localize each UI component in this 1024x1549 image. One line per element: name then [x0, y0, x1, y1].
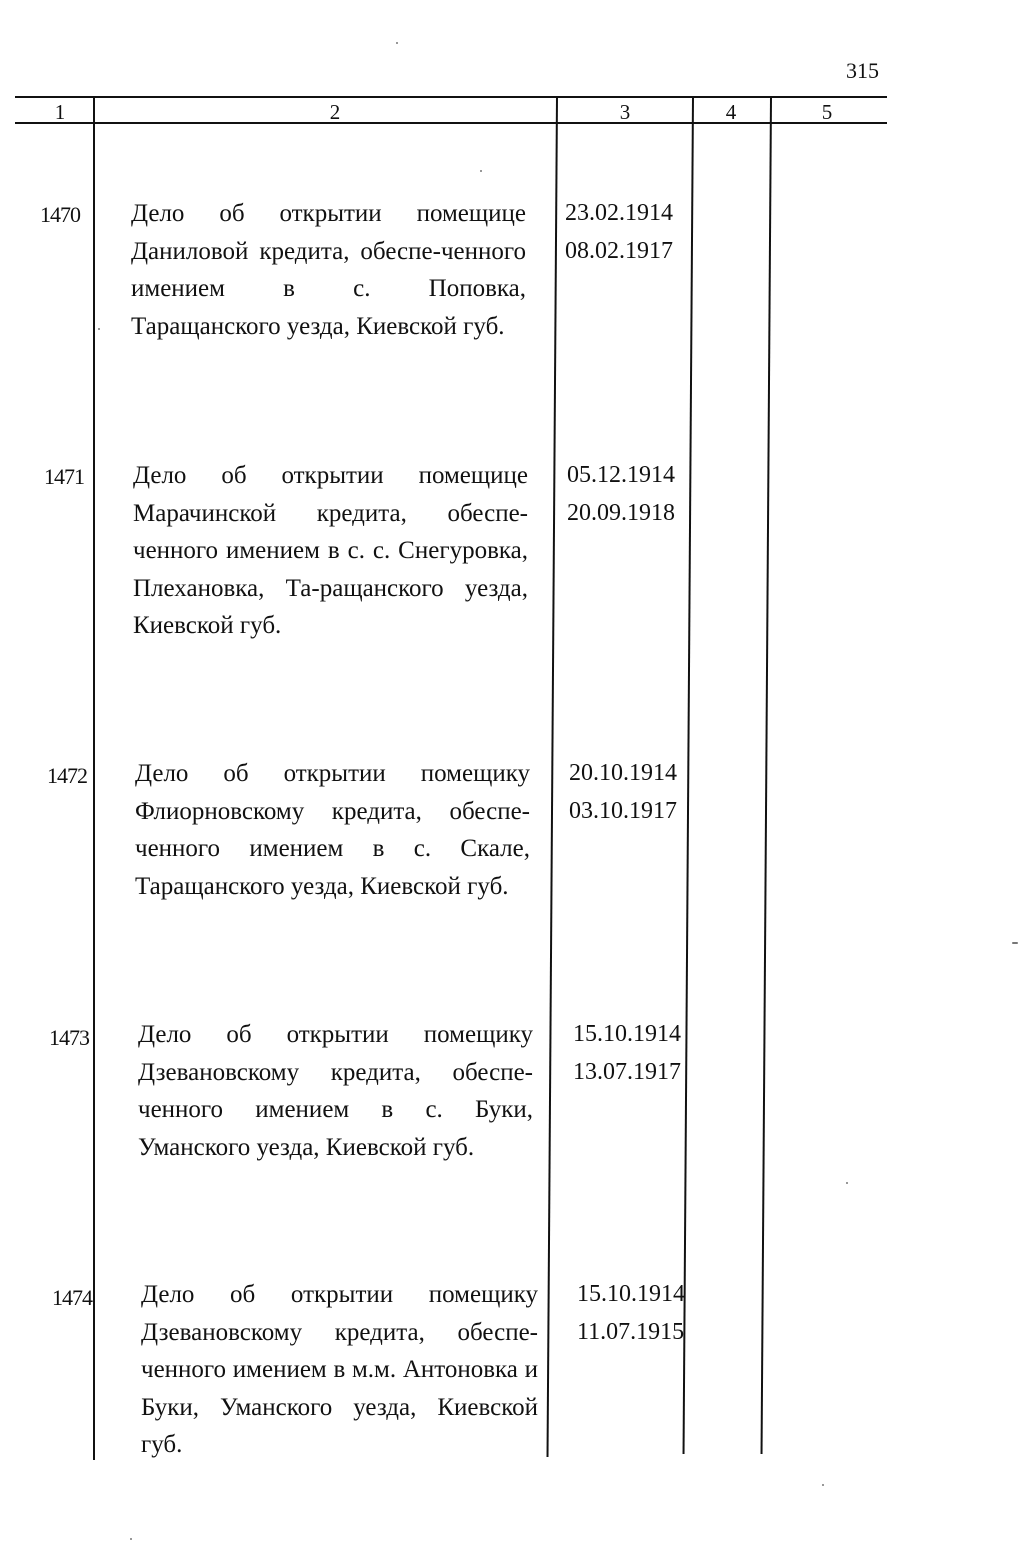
row-dates [567, 457, 675, 532]
date-start: 05.12.1914 [567, 462, 675, 488]
row-description: Дело об открытии помещику Дзевановскому кредита, обеспе-ченного имением в с. Буки, Уманского уезда, Киевской губ. [138, 1021, 533, 1161]
column-header-4: 4 [725, 100, 737, 124]
date-end: 08.02.1917 [565, 237, 673, 264]
scan-speck [846, 1182, 848, 1184]
date-start: 23.02.1914 [565, 200, 673, 226]
row-number: 1473 [49, 1025, 89, 1050]
row-description: Дело об открытии помещику Дзевановскому кредита, обеспе-ченного имением в м.м. Антоновка и Буки, Уманского уезда, Киевской губ. [141, 1281, 538, 1458]
date-end: 11.07.1915 [577, 1318, 685, 1345]
row-dates [573, 1016, 681, 1091]
row-number: 1474 [52, 1285, 92, 1310]
date-start: 15.10.1914 [573, 1021, 681, 1047]
column-separator-4-5 [761, 97, 772, 1454]
column-header-1: 1 [54, 100, 66, 124]
date-end: 13.07.1917 [573, 1058, 681, 1085]
table-header-bottom-rule [15, 122, 887, 124]
row-description: Дело об открытии помещику Флиорновскому кредита, обеспе-ченного имением в с. Скале, Таращанского уезда, Киевской губ. [135, 760, 530, 900]
date-start: 15.10.1914 [577, 1281, 685, 1307]
page-number: 315 [846, 58, 879, 83]
table-top-rule [15, 96, 887, 98]
row-description: Дело об открытии помещице Марачинской кредита, обеспе-ченного имением в с. с. Снегуровка, Плехановка, Та-ращанского уезда, Киевской губ. [133, 462, 528, 639]
date-end: 03.10.1917 [569, 797, 677, 824]
row-number: 1470 [40, 202, 80, 227]
row-description: Дело об открытии помещице Даниловой кредита, обеспе-ченного имением в с. Поповка, Таращанского уезда, Киевской губ. [131, 200, 526, 340]
row-number: 1472 [47, 763, 87, 788]
scan-speck [98, 328, 100, 330]
scan-speck [396, 42, 398, 44]
scan-speck [1012, 942, 1018, 944]
column-header-5: 5 [821, 100, 833, 124]
date-end: 20.09.1918 [567, 499, 675, 526]
row-dates [565, 195, 673, 270]
column-header-2: 2 [329, 100, 341, 124]
column-header-3: 3 [619, 100, 631, 124]
row-number: 1471 [44, 464, 84, 489]
date-start: 20.10.1914 [569, 760, 677, 786]
column-separator-2-3 [547, 97, 558, 1457]
scan-speck [130, 1538, 132, 1540]
row-dates [569, 755, 677, 830]
row-dates [577, 1276, 685, 1351]
scan-speck [822, 1484, 824, 1486]
column-separator-3-4 [683, 97, 694, 1454]
scan-speck [480, 170, 482, 172]
